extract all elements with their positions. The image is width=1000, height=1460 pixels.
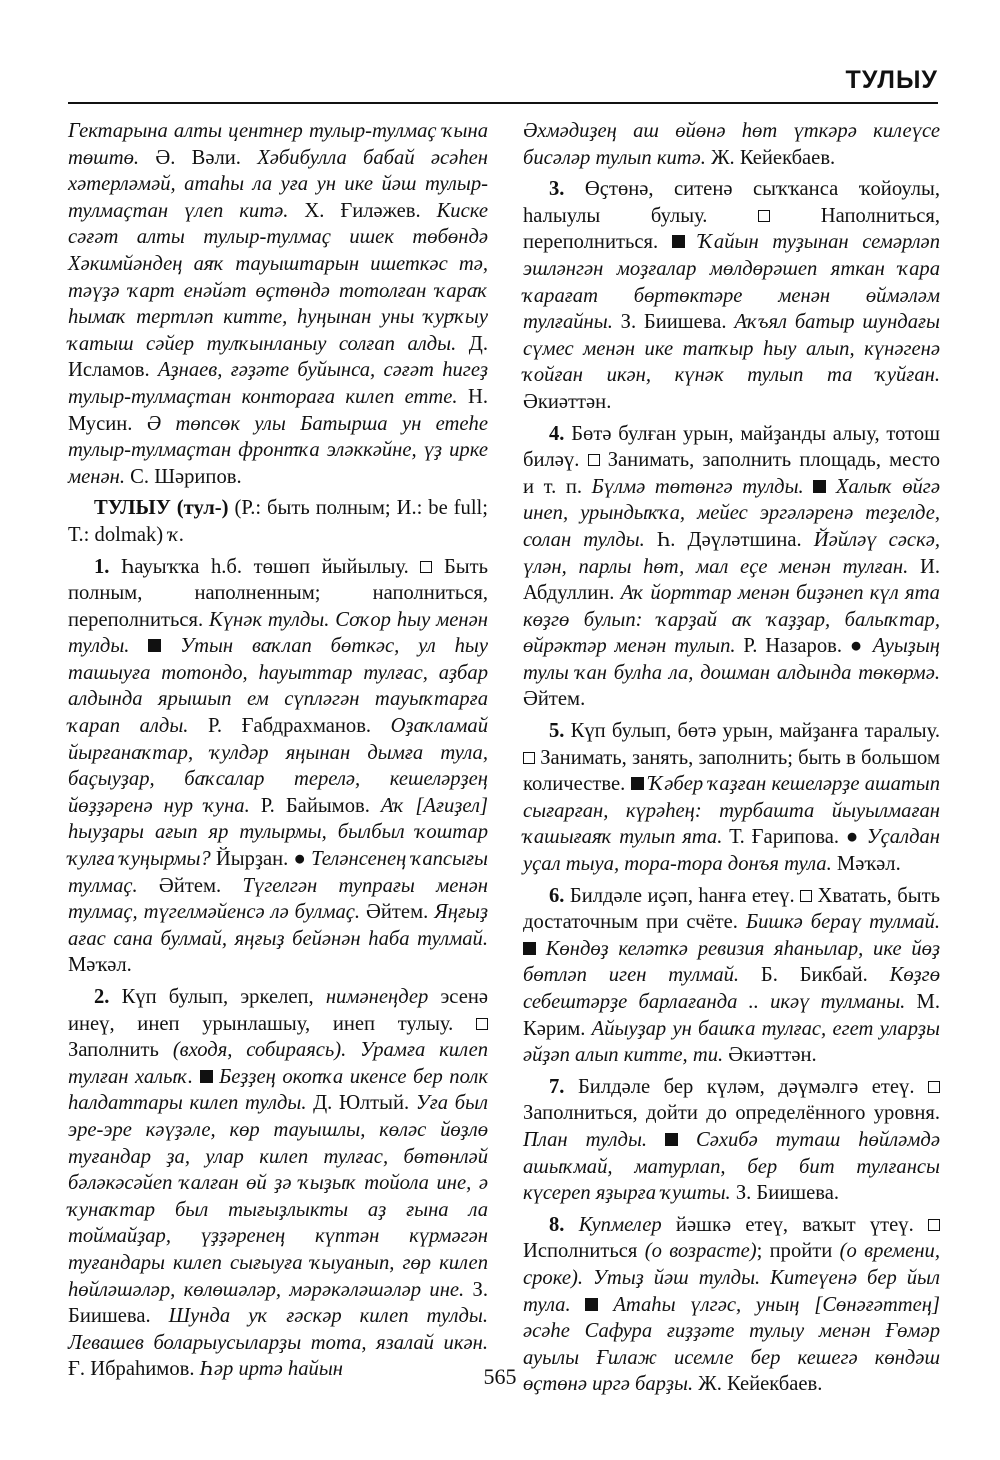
example-text: Атаһы үлгәс, уның [Сөнәғәттең] әсәһе Сафура ғиҙҙәте тулыу менән Ғөмәр ауылы Ғилаж исемле бер кешегә көндәш өҫтөнә иргә барҙы. [523,1293,941,1396]
entry-text [536,938,546,960]
example-text: Әхмәдиҙең аш өйөнә һөт үткәрә килеүсе бисәләр тулып китә. [523,120,940,169]
headword-text: 2. [94,986,110,1008]
entry-text: Күп булып, эркелеп, [109,986,326,1008]
entry-text: Әкиәттән. [723,1044,817,1067]
entry-text [647,1129,665,1151]
entry-text: Заполнить [68,1039,173,1062]
entry-paragraph [523,718,940,878]
entry-text: ; пройти [756,1240,840,1263]
entry-text: Һ. Дәүләтшина. [644,528,814,551]
example-text: Шунда уҡ ғәскәр килеп тулды. Левашев боларыусыларҙы тота, язалай икән. [68,1305,488,1354]
entry-text: Д. Юлтый. [306,1092,416,1115]
example-text: Аҡъял батыр шундағы сүмес менән ике тапҡыр һыу алып, күнәгенә ҡойған икән, күнәк тулып та ҡуйған. [523,311,940,387]
entry-text: Занимать, заполнить площадь, место и т. п. [523,449,941,498]
entry-paragraph [523,883,940,1069]
example-text: Беҙҙең окопҡа икенсе бер полк һалдаттары килеп тулды. [68,1065,488,1115]
russian-translation-marker-icon [523,752,535,764]
entry-text: Ж. Кейекбаев. [693,1373,823,1396]
headword-text: 1. [94,555,110,578]
entry-text: Әйтем. [137,874,243,897]
entry-paragraph [68,118,488,490]
example-text: нимәнеңдер [325,986,429,1008]
entry-text: Хватать, быть достаточным при счёте. [523,884,940,934]
examples-marker-icon [665,1133,678,1146]
left-column [68,118,488,1388]
russian-translation-marker-icon [420,561,432,573]
entry-text: Әйтем. [360,901,435,924]
example-text: Ҡәбер ҡаҙған кешеләрҙе ашатып сығарған, күрәһең: турбашта йыуылмаған ҡашығаяҡ тулып ята. [523,773,940,849]
entry-text: Ж. Кейекбаев. [705,146,836,169]
entry-text [598,1294,613,1316]
entry-text: Мәҡәл. [68,954,132,977]
example-text: Уҫалдан уҫал тыуа, тора-тора донъя тула. [523,826,941,876]
example-text: Аҡ йорттар менән биҙәнеп күл ята көҙгө булып: ҡарҙай аҡ ҡаҙҙар, балыҡтар, өйрәктәр менән тулып. [523,582,940,658]
entry-text: Өҫтөнә, ситенә сыҡҡанса ҡойоулы, һалыулы булыу. [523,178,940,227]
entry-text: Заполниться, дойти до определённого уровня. [523,1102,940,1125]
entry-text: Занимать, занять, заполнить; быть в большом количестве. [523,746,940,796]
headword-text: 4. [549,422,565,445]
entry-text: Билдәле бер күләм, дәүмәлгә етеү. [564,1075,928,1098]
russian-translation-marker-icon [928,1081,940,1093]
entry-text: эсенә инеү, инеп урынлашыу, инеп тулыу. [68,986,488,1035]
example-text: Ауыҙың тулы ҡан булһа ла, дошман алдында төкөрмә. [523,635,940,684]
example-text: Аҙнаев, ғәҙәте буйынса, сәғәт һигеҙ тулыр-тулмаҫтан контораға килеп етте. [68,359,489,408]
example-text: Гектарына алты центнер тулыр-тулмаҫ ҡына төштө. [68,120,488,169]
entry-text: Әйтем. [523,688,586,711]
example-text: Хәбибулла бабай әсәһен хәтерләмәй, атаһы ла уға ун ике йәш тулыр-тулмаҫтан үлеп китә. [68,146,488,222]
entry-paragraph [523,176,940,415]
entry-text [564,1214,578,1236]
entry-text: Б. Бикбай. [739,964,890,987]
entry-text: Т. Ғарипова. ● [722,826,867,849]
entry-text: З. Биишева. [612,311,735,334]
entry-text [685,231,699,253]
headword-text: ТУЛЫУ (тул-) [94,497,229,520]
entry-paragraph [523,421,940,714]
example-text: Аҡ [Ағиҙел] һыуҙары ағып яр тулырмы, былбыл ҡоштар ҡулға ҡуңырмы? [68,794,488,871]
entry-text: Н. Мусин. [68,385,488,435]
entry-paragraph [523,118,940,171]
entry-text: Һауыҡҡа һ.б. төшөп йыйылыу. [109,555,421,578]
examples-marker-icon [813,480,826,493]
entry-text: Х. Ғиләжев. [288,199,437,222]
entry-text: М. Кәрим. [523,991,940,1040]
entry-text: (Р.: быть полным; И.: be full; Т.: dolmak) [68,497,489,546]
examples-marker-icon [585,1298,598,1311]
entry-text: Әкиәттән. [523,390,612,413]
example-text: Сәхибә туташ һөйләмдә ашыҡмай, матурлап, бер бит тулғансы күсереп яҙырға ҡушты. [523,1128,940,1205]
example-text: Көҙгө себештәрҙе барлағанда .. икәү тулманы. [523,964,940,1013]
example-text: Ҡайын туҙынан семәрләп эшләнгән моҙғалар мөлдөрәшеп яткан ҡара ҡарағат бөртөктәре менән өймәләм тулғайны. [523,231,940,334]
example-text: Айыуҙар ун башҡа тулғас, егет уларҙы әйҙәп алып китте, ти. [523,1017,940,1067]
example-text: Һәр иртә һайын [199,1358,343,1381]
right-column [523,118,940,1403]
headword-text: 6. [549,884,565,907]
example-text: (входя, собираясь). [172,1039,347,1062]
entry-text [583,1267,593,1289]
entry-text: З. Биишева. [68,1278,488,1328]
entry-text: Р. Ғабдрахманов. [188,715,391,738]
example-text: Ә төпсөк улы Батырша ун етеһе тулыр-тулмаҫтан фронтҡа эләккәйне, үҙ ирке менән. [68,412,488,488]
example-text: (о времени, сроке). [523,1240,940,1289]
headword-text: 8. [549,1213,565,1236]
russian-translation-marker-icon [476,1018,488,1030]
entry-text: Билдәле иҫәп, һанға етеү. [564,884,801,907]
entry-text: З. Биишева. [730,1182,840,1205]
example-text: Бишкә бераү тулмай. [745,911,940,934]
entry-text: Наполниться, переполниться. [523,204,940,254]
headword-text: 3. [549,178,565,201]
entry-paragraph [523,1074,940,1207]
entry-text: йәшкә етеү, ваҡыт үтеү. [661,1213,928,1236]
entry-text: И. Абдуллин. [523,555,941,605]
entry-paragraph [68,495,488,548]
entry-text: Күп булып, бөтә урын, майҙанға таралыу. [564,720,940,743]
entry-text [161,635,180,657]
entry-text: Ғ. Ибраһимов. [68,1358,200,1381]
example-text: Йәйләү сәскә, үлән, парлы һөт, мал еҫе менән тулған. [523,528,940,578]
entry-text: Бөтә булған урын, майҙанды алыу, тотош биләү. [523,422,940,472]
entry-text: Йырҙан. ● [210,848,312,871]
entry-text [678,1129,696,1151]
example-text: Түгелгән тупрағы менән тулмаҫ, түгелмәйенсә лә булмаҫ. [68,874,489,924]
russian-translation-marker-icon [928,1219,940,1231]
examples-marker-icon [631,777,644,790]
russian-translation-marker-icon [758,210,770,222]
headword-text: 7. [549,1075,565,1098]
entry-text: Р. Назаров. ● [735,635,873,658]
entry-text: Ә. Вәли. [139,146,258,169]
entry-text [346,1039,360,1061]
entry-text: Мәҡәл. [831,853,901,876]
example-text: Уға был эре-эре кәүҙәле, көр тауышлы, көләс йөҙлө туғандар ҙа, улар килеп тулғас, бөтөнләй бәләкәсәйеп ҡалған өй ҙә ҡыҙыҡ тойола ине, ә ҡунаҡтар был тығыҙлыкты аҙ ғына ла тоймайҙар, үҙҙәренең күптән күрмәгән туғандары килеп сығыуға ҡыуанып, гөр килеп һөйләшәләр, көлөшәләр, мәрәкәләшәләр ине. [68,1092,489,1301]
example-text: Утыҙ йәш тулды. Китеүенә бер йыл тула. [523,1266,940,1316]
example-text: План тулды. [523,1128,648,1151]
example-text: Яңғыҙ ағас сана булмай, яңғыҙ бейәнән һаба тулмай. [68,901,488,950]
example-text: Бүлмә төтөнгә тулды. [591,475,804,498]
example-text: Урамға килеп тулған халыҡ. [68,1039,489,1088]
russian-translation-marker-icon [800,890,812,902]
entry-paragraph [68,984,488,1383]
entry-text: Быть полным, наполненным; наполниться, переполниться. [68,555,489,631]
example-text: Утын ваҡлап бөткәс, ул һыу ташыуға тотондо, һауыттар тулғас, аҙбар алдында ярышып ем сүпләгән тауыҡтарға ҡарап алды. [68,635,488,738]
running-header-word: ТУЛЫУ [845,66,938,94]
header-rule [68,102,938,104]
examples-marker-icon [523,942,536,955]
examples-marker-icon [148,639,161,652]
entry-text: Исполниться [523,1240,645,1263]
entry-paragraph [68,554,488,980]
example-text: Күнәк тулды. Соҡор һыу менән тулды. [68,608,488,658]
example-text: Купмелер [578,1213,662,1236]
example-text: Киске сәғәт алты тулыр-тулмаҫ ишек төбөндә Хәкимйәндең аяҡ тауыштарын ишеткәс тә, тәүҙә ҡарт енәйәт өҫтөндә тотолған ҡараҡ һымаҡ тертләп китте, һуңынан уны ҡурҡыу ҡатыш сәйер тулҡынланыу солғап алды. [68,199,488,355]
examples-marker-icon [200,1070,213,1083]
entry-text [804,476,814,498]
examples-marker-icon [672,235,685,248]
entry-text [571,1294,586,1316]
entry-text [826,476,836,498]
example-text: ҡ. [168,523,185,546]
example-text: Теләнсенең ҡапсығы тулмаҫ. [68,848,489,897]
example-text: Халыҡ өйгә инеп, урындыҡҡа, мейес эргәләренә теҙелде, солан тулды. [523,475,940,551]
headword-text: 5. [549,720,565,743]
example-text: Оҙаҡламай йырғанаҡтар, ҡулдәр яңынан дымға тула, баҫыуҙар, баҡсалар терелә, кешеләрҙең йөҙҙәренә нур ҡуна. [68,715,488,817]
example-text: Көндөҙ келәткә ревизия яһанылар, ике йөҙ бөтләп иген тулмай. [523,937,940,987]
page-number: 565 [483,1364,517,1389]
russian-translation-marker-icon [588,454,600,466]
entry-text [129,635,148,657]
example-text: (о возрасте) [644,1240,757,1263]
entry-text: Д. Исламов. [68,332,488,382]
entry-text: С. Шәрипов. [125,465,242,488]
entry-text: Р. Байымов. [249,794,381,817]
